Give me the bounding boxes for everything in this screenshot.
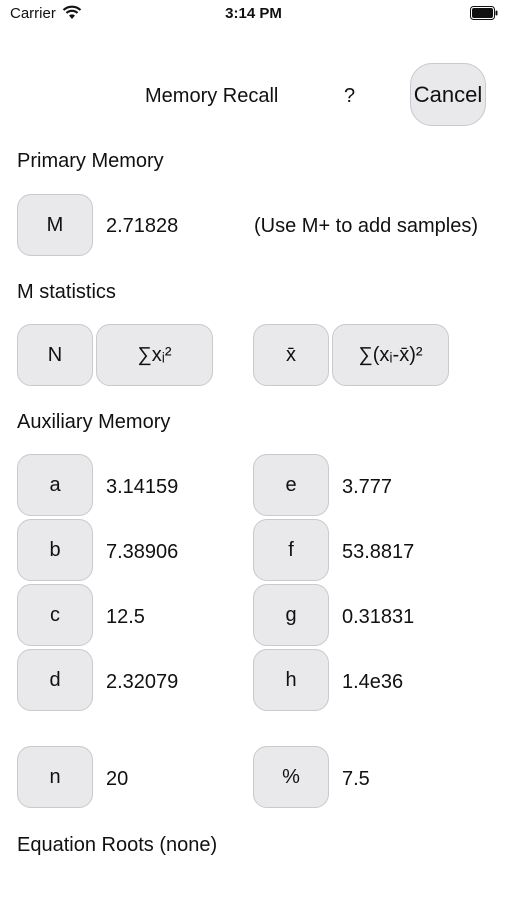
aux-value-f: 53.8817 [342, 541, 415, 563]
aux-value-a: 3.14159 [106, 476, 179, 498]
memory-hint: (Use M+ to add samples) [254, 215, 478, 237]
m-statistics-heading: M statistics [17, 281, 116, 303]
aux-value-b: 7.38906 [106, 541, 179, 563]
stat-sum-squares-button[interactable]: ∑xᵢ² [96, 324, 213, 386]
aux-value-c: 12.5 [106, 606, 145, 628]
carrier-label: Carrier [10, 5, 56, 22]
page-title: Memory Recall [145, 85, 279, 107]
help-button[interactable]: ? [344, 85, 356, 107]
aux-key-g-button[interactable]: g [253, 584, 329, 646]
aux-key-f-button[interactable]: f [253, 519, 329, 581]
aux-value-e: 3.777 [342, 476, 393, 498]
status-time: 3:14 PM [225, 5, 282, 22]
equation-roots-heading: Equation Roots (none) [17, 834, 218, 856]
memory-m-button[interactable]: M [17, 194, 93, 256]
aux-value-d: 2.32079 [106, 671, 179, 693]
fin-n-button[interactable]: n [17, 746, 93, 808]
cancel-button[interactable]: Cancel [410, 63, 486, 126]
aux-value-g: 0.31831 [342, 606, 415, 628]
stat-mean-button[interactable]: x̄ [253, 324, 329, 386]
stat-sum-deviation-button[interactable]: ∑(xᵢ-x̄)² [332, 324, 449, 386]
battery-icon [470, 6, 498, 20]
fin-percent-button[interactable]: % [253, 746, 329, 808]
aux-key-h-button[interactable]: h [253, 649, 329, 711]
aux-key-a-button[interactable]: a [17, 454, 93, 516]
aux-key-d-button[interactable]: d [17, 649, 93, 711]
stat-n-button[interactable]: N [17, 324, 93, 386]
fin-percent-value: 7.5 [342, 768, 370, 790]
memory-m-value: 2.71828 [106, 215, 179, 237]
aux-key-c-button[interactable]: c [17, 584, 93, 646]
fin-n-value: 20 [106, 768, 129, 790]
auxiliary-memory-heading: Auxiliary Memory [17, 411, 171, 433]
aux-value-h: 1.4e36 [342, 671, 404, 693]
primary-memory-heading: Primary Memory [17, 150, 164, 172]
aux-key-e-button[interactable]: e [253, 454, 329, 516]
aux-key-b-button[interactable]: b [17, 519, 93, 581]
